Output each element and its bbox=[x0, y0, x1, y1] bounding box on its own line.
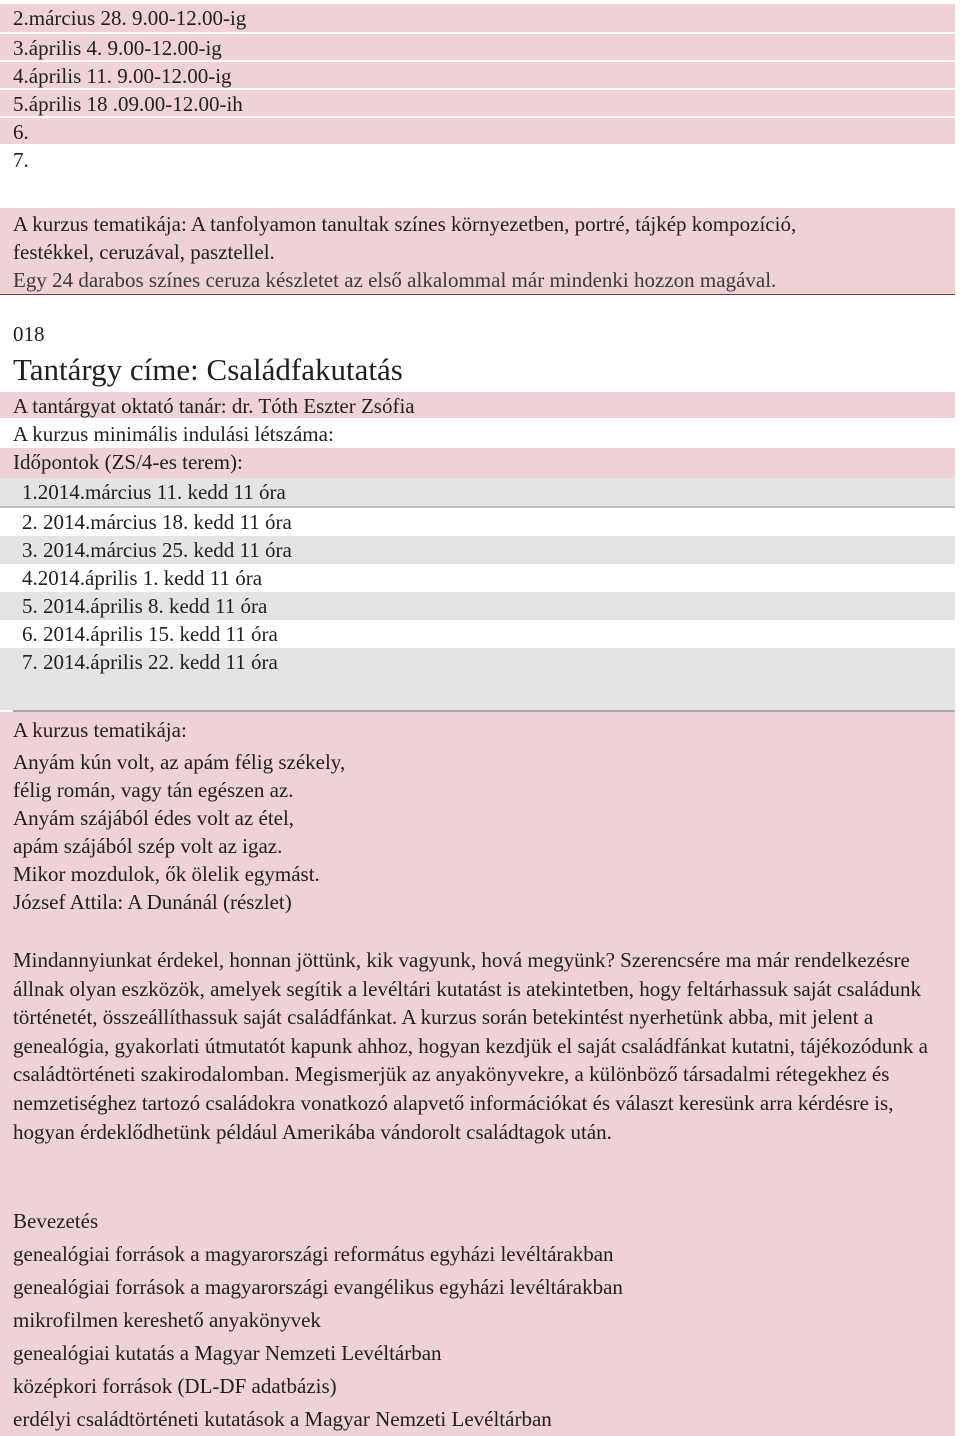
topic-item: genealógiai kutatás a Magyar Nemzeti Levéltárban bbox=[13, 1341, 442, 1365]
table-row: 1.2014.március 11. kedd 11 óra bbox=[0, 478, 955, 508]
table-row: 5. 2014.április 8. kedd 11 óra bbox=[0, 592, 955, 620]
list-item: 6. bbox=[0, 118, 955, 146]
page-title: Tantárgy címe: Családfakutatás bbox=[13, 352, 403, 387]
list-item: 2.március 28. 9.00-12.00-ig bbox=[0, 4, 955, 34]
topic-item: genealógiai források a magyarországi evangélikus egyházi levéltárakban bbox=[13, 1275, 623, 1299]
table-row: 6. 2014.április 15. kedd 11 óra bbox=[22, 622, 278, 646]
prev-thematics-line: festékkel, ceruzával, pasztellel. bbox=[13, 240, 275, 264]
poem-line: Anyám szájából édes volt az étel, bbox=[13, 806, 295, 830]
topic-heading: Bevezetés bbox=[13, 1209, 99, 1233]
table-row: 4.2014.április 1. kedd 11 óra bbox=[22, 566, 263, 590]
course-code: 018 bbox=[13, 322, 45, 346]
table-row: 2. 2014.március 18. kedd 11 óra bbox=[22, 510, 292, 534]
topic-item: erdélyi családtörténeti kutatások a Magyar Nemzeti Levéltárban bbox=[13, 1407, 552, 1431]
course-description: Mindannyiunkat érdekel, honnan jöttünk, kik vagyunk, hová megyünk? Szerencsére ma már rendelkezésre állnak olyan eszközök, amelyek segítik a levéltári kutatást is atekintetben, hogy feltárhassuk saját családunk történetét, összeállíthassuk saját családfánkat. A kurzus során betekintést nyerhetünk abba, mit jelent a genealógia, gyakorlati útmutatót kapunk ahhoz, hogyan kezdjük el saját családfánkat kutatni, tájékozódunk a családtörténeti szakirodalomban. Megismerjük az anyakönyvekre, a különböző társadalmi rétegekhez és nemzetiséghez tartozó családokra vonatkozó alapvető információkat és választ keresünk arra kérdésre is, hogyan érdeklődhetünk például Amerikába vándorolt családtagok után. bbox=[13, 948, 928, 1144]
teacher-line: A tantárgyat oktató tanár: dr. Tóth Eszter Zsófia bbox=[0, 392, 955, 420]
min-count-line: A kurzus minimális indulási létszáma: bbox=[13, 422, 334, 446]
poem-line: Anyám kún volt, az apám félig székely, bbox=[13, 750, 346, 774]
times-label: Időpontok (ZS/4-es terem): bbox=[0, 448, 955, 478]
poem-line: félig román, vagy tán egészen az. bbox=[13, 778, 294, 802]
list-item: 7. bbox=[13, 148, 29, 172]
thematics-label: A kurzus tematikája: bbox=[13, 718, 187, 742]
table-row: 7. 2014.április 22. kedd 11 óra bbox=[0, 648, 955, 710]
thematics-block bbox=[0, 712, 955, 1436]
poem-attribution: József Attila: A Dunánál (részlet) bbox=[13, 890, 292, 914]
list-item: 5.április 18 .09.00-12.00-ih bbox=[0, 90, 955, 118]
prev-thematics-line: Egy 24 darabos színes ceruza készletet az első alkalommal már mindenki hozzon magával. bbox=[13, 268, 777, 292]
poem-line: apám szájából szép volt az igaz. bbox=[13, 834, 283, 858]
poem-line: Mikor mozdulok, ők ölelik egymást. bbox=[13, 862, 320, 886]
topic-item: mikrofilmen kereshető anyakönyvek bbox=[13, 1308, 321, 1332]
list-item: 3.április 4. 9.00-12.00-ig bbox=[0, 34, 955, 62]
topic-item: középkori források (DL-DF adatbázis) bbox=[13, 1374, 337, 1398]
list-item: 4.április 11. 9.00-12.00-ig bbox=[0, 62, 955, 90]
table-row: 3. 2014.március 25. kedd 11 óra bbox=[0, 536, 955, 564]
prev-thematics-line: A kurzus tematikája: A tanfolyamon tanultak színes környezetben, portré, tájkép kompozíció, bbox=[13, 212, 797, 236]
prev-thematics-block bbox=[0, 208, 955, 295]
topic-item: genealógiai források a magyarországi református egyházi levéltárakban bbox=[13, 1242, 614, 1266]
